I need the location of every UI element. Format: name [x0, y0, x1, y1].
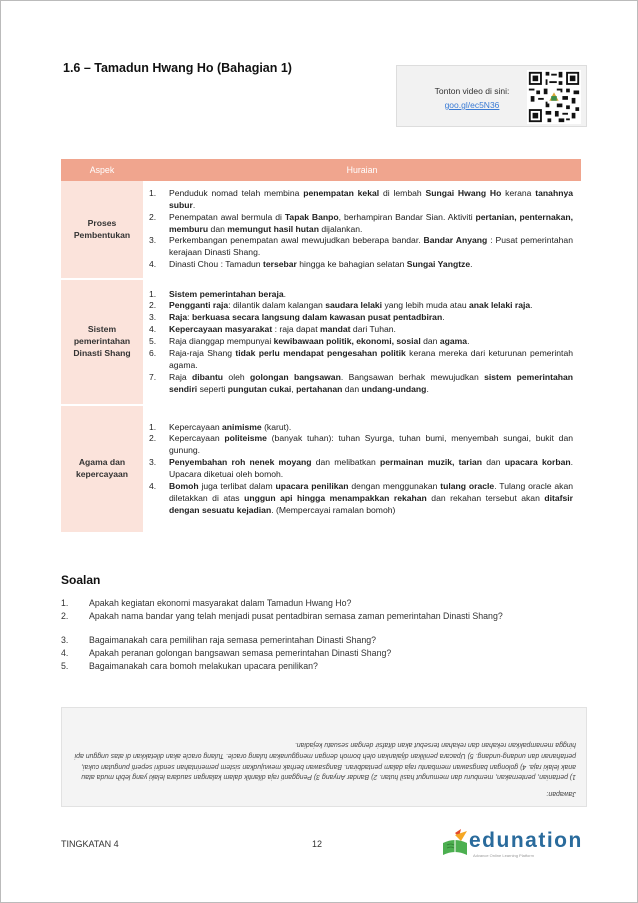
list-item: 2. Pengganti raja: dilantik dalam kalangan saudara lelaki yang lebih muda atau anak lelaki raja. — [149, 300, 533, 311]
list-item: 3. Perkembangan penempatan awal mewujudkan beberapa bandar. Bandar Anyang : Pusat pemerintahan kerajaan Dinasti Shang. — [149, 235, 573, 258]
list-item: 3. Raja: berkuasa secara langsung dalam kawasan pusat pentadbiran. — [149, 312, 445, 323]
list-item: 4. Kepercayaan masyarakat : raja dapat mandat dari Tuhan. — [149, 324, 396, 335]
list-item: 1. Penduduk nomad telah membina penempatan kekal di lembah Sungai Hwang Ho kerana tanahnya subur. — [149, 187, 574, 210]
list-item: 4. Dinasti Chou : Tamadun tersebar hingga ke bahagian selatan Sungai Yangtze. — [149, 259, 473, 270]
logo-text: edunation — [469, 829, 583, 852]
list-item: 1. Sistem pemerintahan beraja. — [149, 288, 287, 299]
header-aspect: Aspek — [61, 159, 143, 181]
video-text — [419, 86, 525, 110]
table-row — [61, 405, 581, 533]
table-row — [61, 181, 581, 279]
list-item: 4. Bomoh juga terlibat dalam upacara penilikan dengan menggunakan tulang oracle. Tulang oracle akan diletakkan di atas unggun api hingga menampakkan rekahan dan rekahan tersebut akan ditafsir dengan sesuatu kejadian. (Mempercayai ramalan bomoh) — [149, 480, 574, 515]
footer-grade: TINGKATAN 4 — [61, 839, 119, 849]
page: 1.6 – Tamadun Hwang Ho (Bahagian 1) Tonton video di sini: goo.gl/ec5N36 Aspek Huraian Proses Pembentukan 1. Penduduk nomad telah membina penempatan kekal di lembah Sungai Hwang Ho kerana tanahnya subur. 2. Penempatan awal bermula di Tapak Banpo, berhampiran Bandar Sian. Aktiviti pertanian, penternakan, memburu dan memungut hasil hutan dijalankan. 3. Perkembangan penempatan awal mewujudkan beberapa bandar. Bandar Anyang : Pusat pemerintahan kerajaan Dinasti Shang. 4. Dinasti Chou : Tamadun tersebar hingga ke bahagian selatan Sungai Yangtze. Sistem pemerintahan Dinasti Shang 1. Sistem pemerintahan beraja. 2. Pengganti raja: dilantik dalam kalangan saudara lelaki yang lebih muda atau anak lelaki raja. 3. Raja: berkuasa secara langsung dalam kawasan pusat pentadbiran. 4. Kepercayaan masyarakat : raja dapat mandat dari Tuhan. 5. Raja dianggap mempunyai kewibawaan politik, ekonomi, sosial dan agama. 6. Raja-raja Shang tidak perlu mendapat pengesahan politik kerana mereka dari keturunan pemerintah agama. 7. Raja dibantu oleh golongan bangsawan. Bangsawan berhak mewujudkan sistem pemerintahan sendiri seperti pungutan cukai, pertahanan dan undang-undang. Agama dan kepercayaan 1. Kepercayaan animisme (karut). 2. Kepercayaan politeisme (banyak tuhan): tuhan Syurga, tuhan bumi, menyembah sungai, bukit dan gunung. 3. Penyembahan roh nenek moyang dan melibatkan permainan muzik, tarian dan upacara korban. Upacara diketuai oleh bomoh. 4. Bomoh juga terlibat dalam upacara penilikan dengan menggunakan tulang oracle. Tulang oracle akan diletakkan di atas unggun api hingga menampakkan rekahan dan rekahan tersebut akan ditafsir dengan sesuatu kejadian. (Mempercayai ramalan bomoh) Soalan 1. Apakah kegiatan ekonomi masyarakat dalam Tamadun Hwang Ho? 2. Apakah nama bandar yang telah menjadi pusat pentadbiran semasa zaman pemerintahan Dinasti Shang? 3. Bagaimanakah cara pemilihan raja semasa pemerintahan Dinasti Shang? 4. Apakah peranan golongan bangsawan semasa pemerintahan Dinasti Shang? 5. Bagaimanakah cara bomoh melakukan upacara penilikan? Jawapan: 1) pertanian, penternakan, memburu dan memungut hasil hutan. 2) Bandar Anyang 3) Pengganti raja dilantik dalam kalangan saudara lelaki yang lebih muda atau anak lelaki raja. 4) golongan bangsawan membantu raja dalam pentadbiran. Bangsawan berhak mewujudkan sistem pemerintahan sendiri seperti pungutan cukai, pertahanan dan undang-undang. 5) Upacara penilikan dijalankan oleh bomoh dengan menggunakan tulang oracle. Tulang oracle akan diletakkan di atas unggun api hingga menampakkan rekahan dan rekahan tersebut akan ditafsir dengan sesuatu kejadian. TINGKATAN 4 12 edunation Advance Online Learning Platform — [0, 0, 638, 903]
list-item: 2. Kepercayaan politeisme (banyak tuhan): tuhan Syurga, tuhan bumi, menyembah sungai, bukit dan gunung. — [149, 433, 573, 456]
answer-label: Jawapan: — [546, 790, 576, 797]
edunation-logo — [441, 827, 591, 861]
video-link[interactable]: goo.gl/ec5N36 — [444, 100, 500, 110]
description-cell — [143, 405, 581, 533]
page-number: 12 — [312, 839, 323, 849]
description-cell — [143, 181, 581, 279]
answer-inner — [62, 708, 588, 808]
table-row — [61, 279, 581, 405]
soalan-heading: Soalan — [61, 573, 101, 587]
aspect-cell: Agama dan kepercayaan — [61, 405, 143, 533]
logo-subtitle: Advance Online Learning Platform — [473, 853, 534, 858]
list-item: 3. Penyembahan roh nenek moyang dan melibatkan permainan muzik, tarian dan upacara korban. Upacara diketuai oleh bomoh. — [149, 457, 574, 479]
aspect-cell: Sistem pemerintahan Dinasti Shang — [61, 279, 143, 405]
qr-code-icon[interactable] — [527, 70, 581, 124]
aspect-cell: Proses Pembentukan — [61, 181, 143, 279]
video-box — [396, 65, 587, 127]
header-desc: Huraian — [143, 159, 581, 181]
page-title: 1.6 – Tamadun Hwang Ho (Bahagian 1) — [63, 61, 292, 75]
list-item: 1. Kepercayaan animisme (karut). — [149, 421, 292, 432]
answer-box — [61, 707, 587, 807]
list-item: 7. Raja dibantu oleh golongan bangsawan. Bangsawan berhak mewujudkan sistem pemerintahan sendiri seperti pungutan cukai, pertahanan dan undang-undang. — [149, 371, 574, 394]
answer-text: 1) pertanian, penternakan, memburu dan memungut hasil hutan. 2) Bandar Anyang 3) Pengganti raja dilantik dalam kalangan saudara lelaki yang lebih muda atau anak lelaki raja. 4) golongan bangsawan membantu raja dalam pentadbiran. Bangsawan berhak mewujudkan sistem pemerintahan sendiri seperti pungutan cukai, pertahanan dan undang-undang. 5) Upacara penilikan dijalankan oleh bomoh dengan menggunakan tulang oracle. Tulang oracle akan diletakkan di atas unggun api hingga menampakkan rekahan dan rekahan tersebut akan ditafsir dengan sesuatu kejadian. — [74, 741, 576, 781]
description-cell — [143, 279, 581, 405]
list-item: 5. Raja dianggap mempunyai kewibawaan politik, ekonomi, sosial dan agama. — [149, 336, 470, 347]
video-label: Tonton video di sini: — [434, 86, 510, 96]
list-item: 2. Penempatan awal bermula di Tapak Banpo, berhampiran Bandar Sian. Aktiviti pertanian, penternakan, memburu dan memungut hasil hutan dijalankan. — [149, 211, 574, 234]
content-table — [61, 159, 581, 534]
list-item: 6. Raja-raja Shang tidak perlu mendapat pengesahan politik kerana mereka dari keturunan pemerintah agama. — [149, 347, 573, 370]
book-logo-icon — [441, 829, 469, 859]
